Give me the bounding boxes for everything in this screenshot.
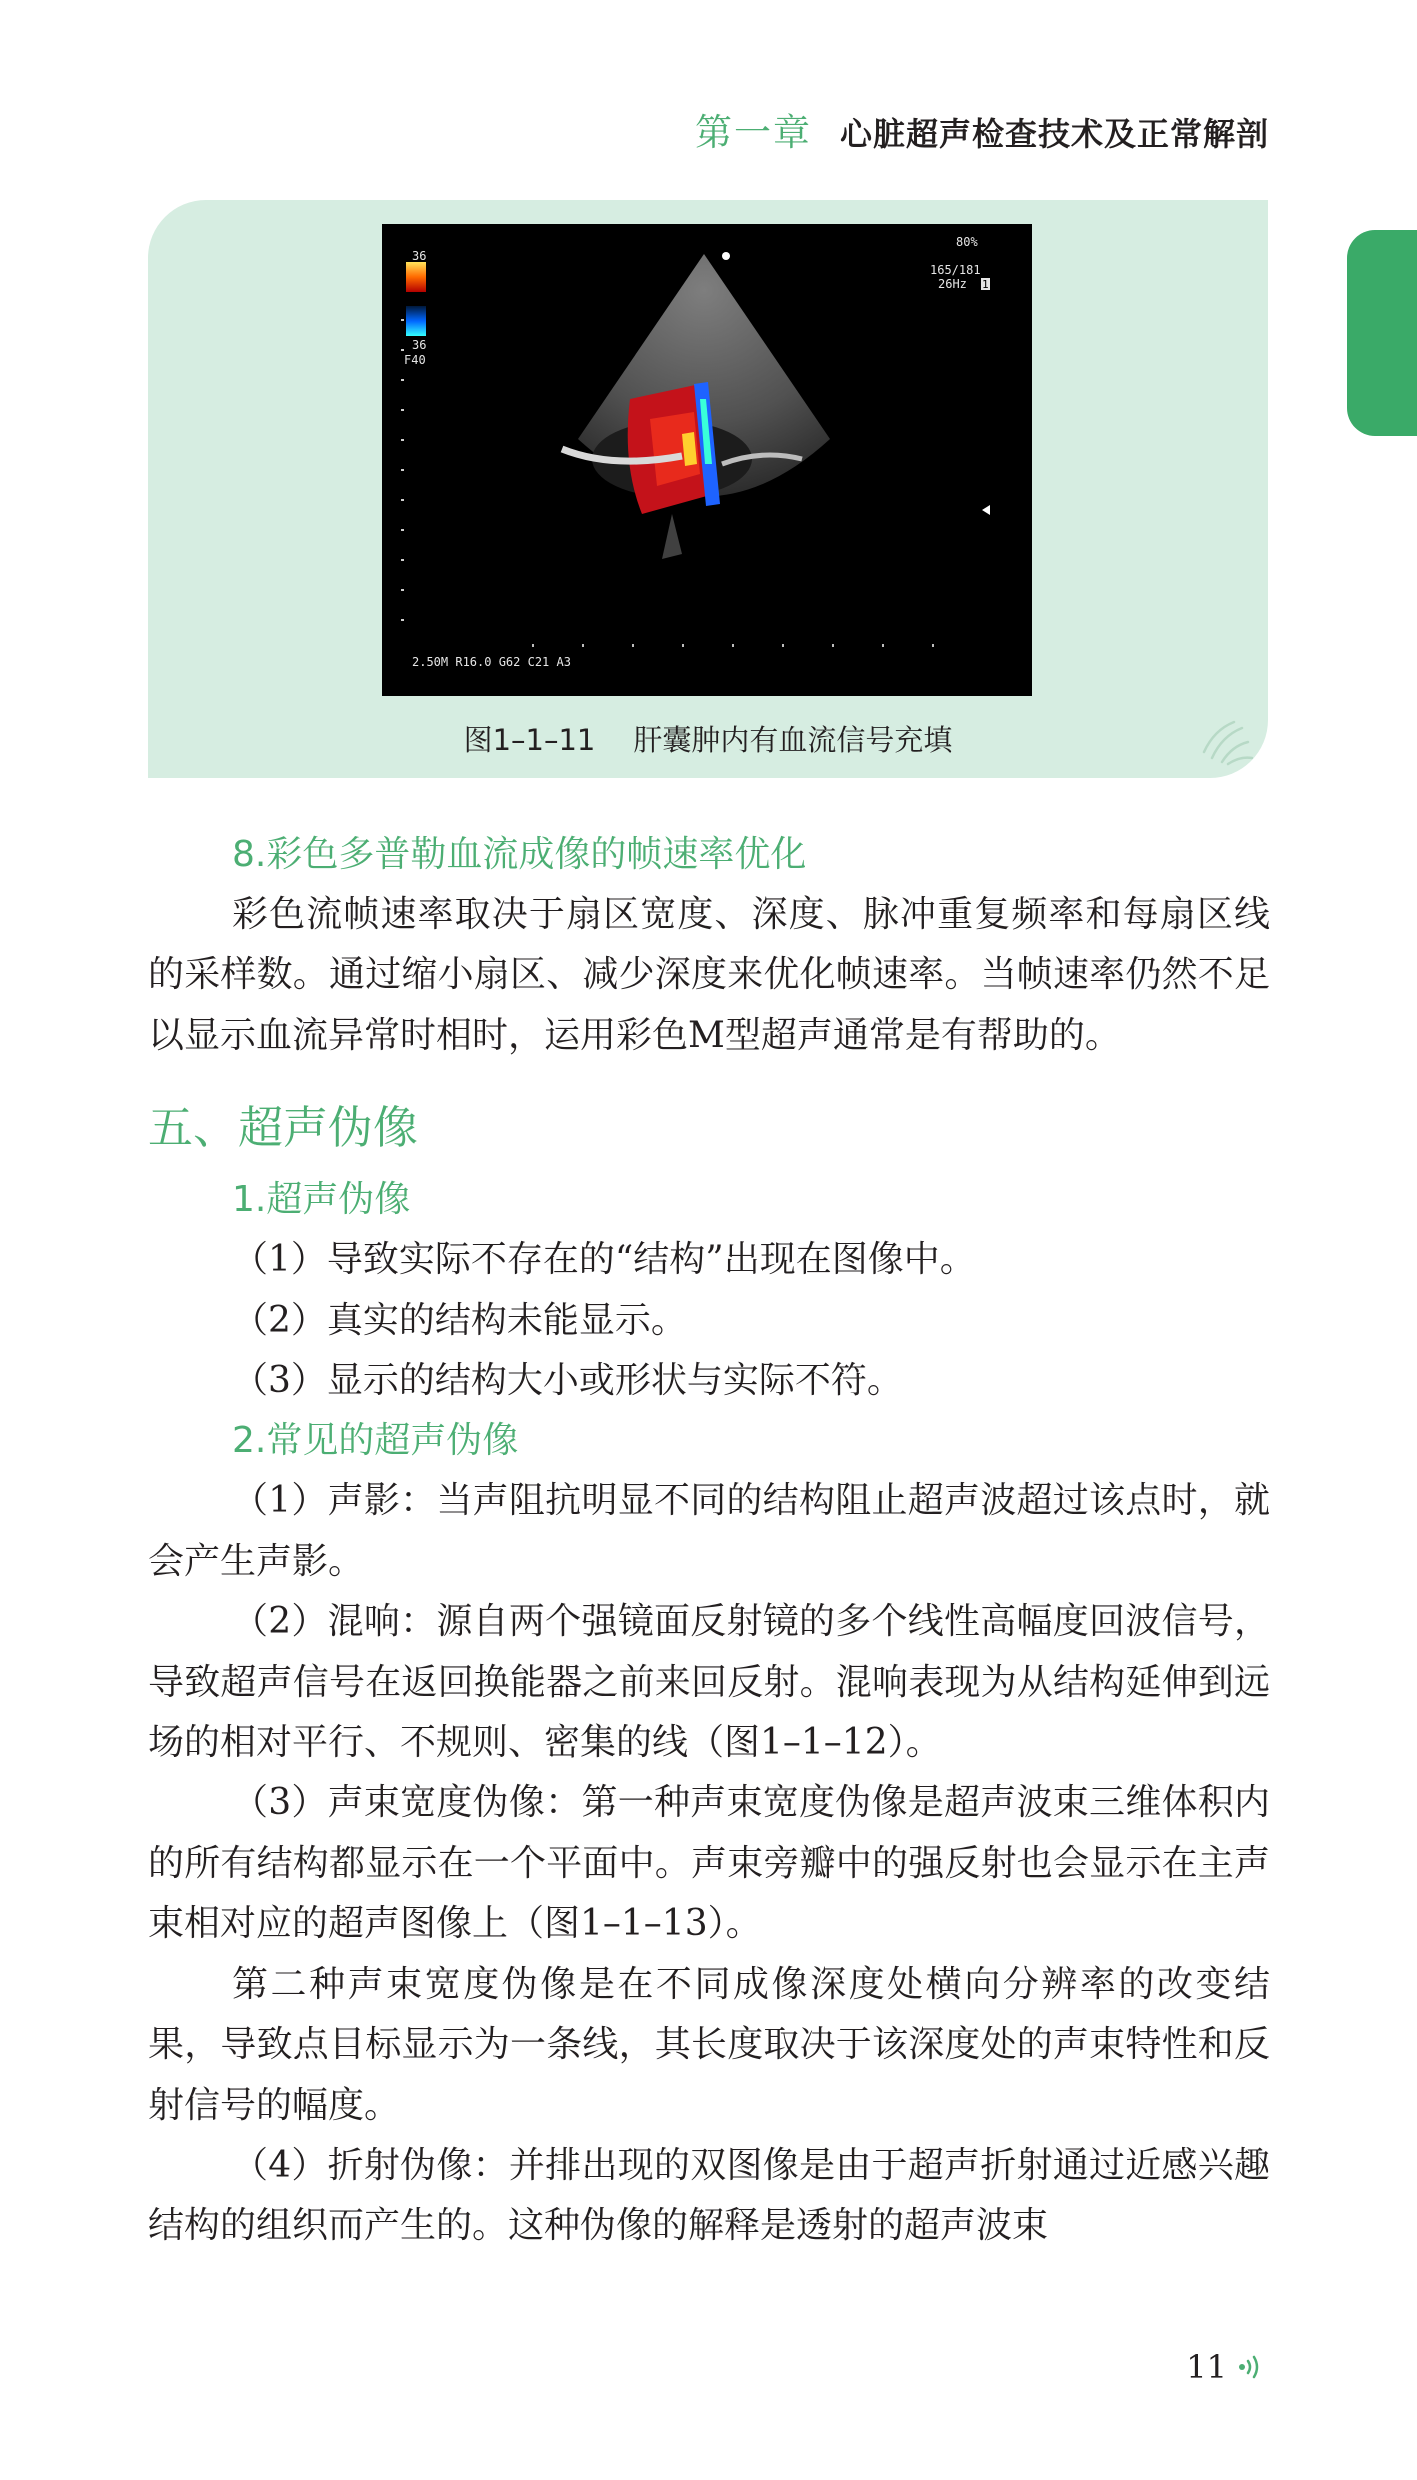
refraction-paragraph: （4）折射伪像：并排出现的双图像是由于超声折射通过近感兴趣结构的组织而产生的。这种伪像的解释是透射的超声波束: [148, 2144, 1270, 2247]
frame-rate-box-label: 1: [982, 278, 989, 291]
artifact-definition-item: （3）显示的结构大小或形状与实际不符。: [232, 1360, 903, 1402]
figure-caption: [148, 718, 1268, 759]
beam-width-paragraph: （3）声束宽度伪像：第一种声束宽度伪像是超声波束三维体积内的所有结构都显示在一个平面中。声束旁瓣中的强反射也会显示在主声束相对应的超声图像上（图1–1–13）。: [148, 1782, 1270, 1945]
sound-wave-icon: [1237, 2353, 1265, 2381]
beam-width-second-paragraph: 第二种声束宽度伪像是在不同成像深度处横向分辨率的改变结果，导致点目标显示为一条线，其长度取决于该深度处的声束特性和反射信号的幅度。: [148, 1963, 1270, 2126]
body-text: [148, 825, 1270, 2257]
chapter-side-tab: [1347, 230, 1417, 436]
chapter-label: 第一章: [694, 111, 812, 154]
page-footer: [1186, 2348, 1265, 2386]
chapter-title: 心脏超声检查技术及正常解剖: [839, 115, 1269, 153]
section-5-2-heading: 2.常见的超声伪像: [232, 1420, 519, 1462]
scale-top-label: 36: [412, 249, 427, 263]
page-number: 11: [1186, 2348, 1227, 2386]
reverberation-paragraph: （2）混响：源自两个强镜面反射镜的多个线性高幅度回波信号，导致超声信号在返回换能器之前来回反射。混响表现为从结构延伸到远场的相对平行、不规则、密集的线（图1–1–12）。: [148, 1601, 1270, 1764]
section-5-1-heading: 1.超声伪像: [232, 1179, 411, 1221]
frame-rate-label: 26Hz: [938, 277, 967, 291]
gain-label: F40: [404, 353, 426, 367]
figure-caption-text: 肝囊肿内有血流信号充填: [633, 723, 953, 757]
frame-info-label: 165/181: [930, 263, 981, 277]
running-head: [695, 102, 1269, 152]
acoustic-shadow-paragraph: （1）声影：当声阻抗明显不同的结构阻止超声波超过该点时，就会产生声影。: [148, 1480, 1270, 1582]
power-label: 80%: [956, 235, 978, 249]
section-8-heading: 8.彩色多普勒血流成像的帧速率优化: [232, 834, 807, 875]
settings-label: 2.50M R16.0 G62 C21 A3: [412, 655, 571, 669]
wave-ornament-icon: [1194, 712, 1258, 770]
artifact-definition-item: （2）真实的结构未能显示。: [232, 1299, 687, 1341]
artifact-definition-item: （1）导致实际不存在的“结构”出现在图像中。: [232, 1239, 976, 1281]
ultrasound-image: [382, 224, 1032, 696]
figure-panel: [148, 200, 1268, 778]
section-5-heading: 五、超声伪像: [148, 1101, 419, 1155]
section-8-paragraph: 彩色流帧速率取决于扇区宽度、深度、脉冲重复频率和每扇区线的采样数。通过缩小扇区、减少深度来优化帧速率。当帧速率仍然不足以显示血流异常时相时，运用彩色M型超声通常是有帮助的。: [148, 894, 1270, 1056]
scale-bottom-label: 36: [412, 338, 427, 352]
figure-number: 图1–1–11: [463, 723, 596, 757]
